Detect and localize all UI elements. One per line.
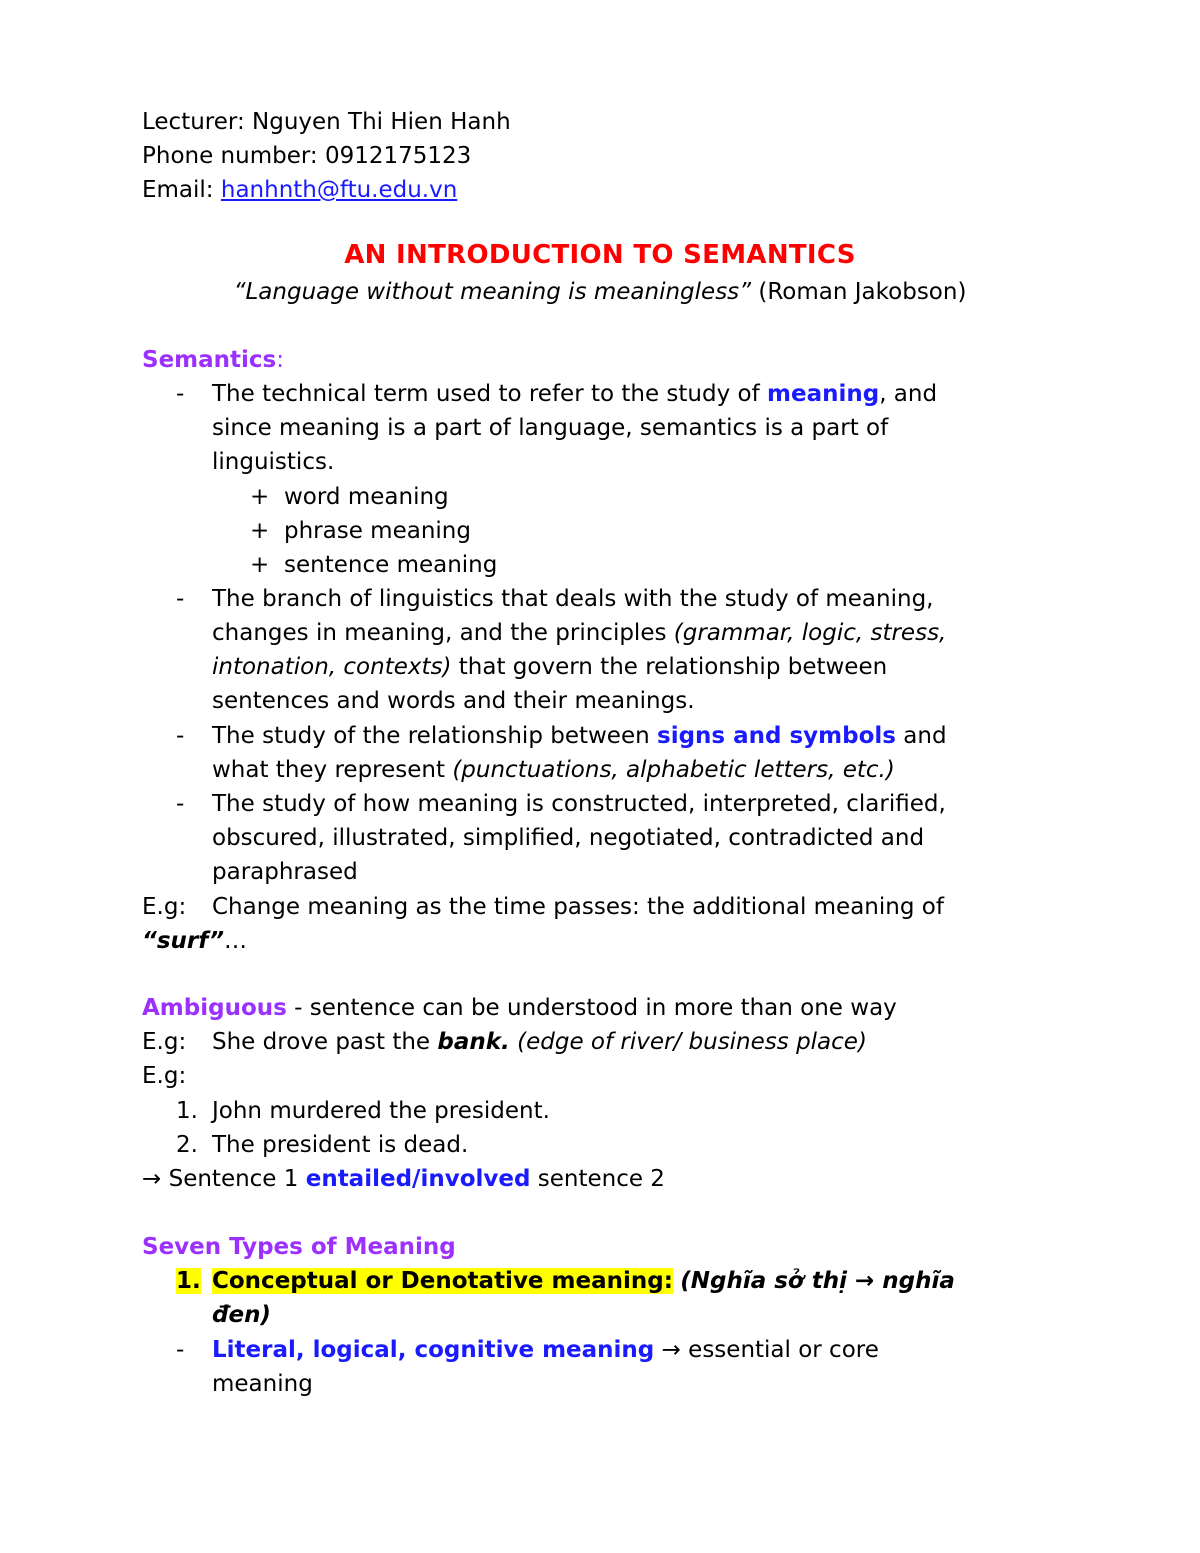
bullet-dash: -: [176, 1337, 185, 1363]
plus-marker: +: [250, 518, 270, 544]
bullet-dash: -: [176, 791, 185, 817]
bullet-dash: -: [176, 586, 185, 612]
italic-span: (edge of river/ business place): [509, 1029, 867, 1055]
text-span: The study of the relationship between: [212, 723, 657, 749]
example-label: E.g:: [142, 1029, 187, 1055]
semantics-heading-text: Semantics: [142, 347, 277, 373]
example-word-bank: bank.: [437, 1029, 510, 1055]
italic-span: intonation, contexts): [212, 654, 452, 680]
example-text: Change meaning as the time passes: the additional meaning of: [212, 894, 944, 920]
semantics-bullet-1-line-1: [212, 377, 937, 411]
lecturer-line: [142, 105, 511, 139]
list-number: [176, 1264, 201, 1298]
numbered-item-1: John murdered the president.: [212, 1098, 550, 1124]
list-number: 1.: [176, 1098, 198, 1124]
text-span: She drove past the: [212, 1029, 438, 1055]
semantics-bullet-4-line-3: paraphrased: [212, 859, 358, 885]
text-span: that govern the relationship between: [451, 654, 888, 680]
plus-marker: +: [250, 552, 270, 578]
sub-item-phrase-meaning: phrase meaning: [284, 518, 471, 544]
vietnamese-gloss: đen): [212, 1302, 271, 1328]
document-title: AN INTRODUCTION TO SEMANTICS: [344, 240, 856, 270]
keyword-signs-and-symbols: signs and symbols: [657, 723, 896, 749]
semantics-bullet-3-line-2: [212, 753, 895, 787]
phone-label: Phone number:: [142, 143, 318, 169]
epigraph-quote: “Language without meaning is meaningless”: [233, 279, 752, 305]
arrow-icon: →: [142, 1166, 162, 1192]
semantics-bullet-1-line-2: since meaning is a part of language, semantics is a part of: [212, 415, 889, 441]
semantics-example-line-2: [142, 924, 247, 958]
keyword-meaning: meaning: [767, 381, 880, 407]
epigraph-author: (Roman Jakobson): [758, 279, 967, 305]
text-span: Sentence 1: [161, 1166, 306, 1192]
lecturer-name: Nguyen Thi Hien Hanh: [252, 109, 511, 135]
bullet-dash: -: [176, 381, 185, 407]
italic-span: (punctuations, alphabetic letters, etc.): [452, 757, 895, 783]
text-span: essential or core: [688, 1337, 879, 1363]
highlighted-title: Conceptual or Denotative meaning:: [212, 1268, 673, 1294]
seven-types-bullet-line-1: [212, 1333, 879, 1367]
keyword-literal: Literal, logical, cognitive meaning: [212, 1337, 655, 1363]
seven-types-item-1-line-2: [212, 1298, 271, 1332]
list-number: 2.: [176, 1132, 198, 1158]
text-span: and: [895, 723, 947, 749]
text-span: sentence 2: [530, 1166, 665, 1192]
semantics-heading-colon: :: [276, 347, 284, 373]
seven-types-heading: [142, 1230, 456, 1264]
phone-value: 0912175123: [324, 143, 472, 169]
semantics-bullet-2-line-2: [212, 616, 946, 650]
ambiguous-example-2-label: E.g:: [142, 1063, 187, 1089]
semantics-bullet-1-line-3: linguistics.: [212, 449, 335, 475]
semantics-bullet-4-line-2: obscured, illustrated, simplified, negotiated, contradicted and: [212, 825, 925, 851]
phone-line: [142, 139, 471, 173]
semantics-bullet-4-line-1: The study of how meaning is constructed, interpreted, clarified,: [212, 791, 946, 817]
text-span: …: [224, 928, 248, 954]
seven-types-bullet-line-2: meaning: [212, 1371, 313, 1397]
ambiguous-conclusion: [142, 1162, 665, 1196]
bullet-dash: -: [176, 723, 185, 749]
email-link[interactable]: hanhnth@ftu.edu.vn: [220, 177, 458, 203]
seven-types-heading-text: Seven Types of Meaning: [142, 1234, 456, 1260]
email-label: Email:: [142, 177, 214, 203]
lecturer-label: Lecturer:: [142, 109, 245, 135]
text-span: , and: [879, 381, 938, 407]
email-line: [142, 173, 457, 207]
plus-marker: +: [250, 484, 270, 510]
ambiguous-definition: [142, 991, 897, 1025]
semantics-bullet-2-line-1: The branch of linguistics that deals with the study of meaning,: [212, 586, 934, 612]
text-span: - sentence can be understood in more than one way: [286, 995, 897, 1021]
seven-types-item-1-line-1: [212, 1264, 955, 1298]
semantics-bullet-2-line-4: sentences and words and their meanings.: [212, 688, 695, 714]
example-label: E.g:: [142, 894, 187, 920]
semantics-example-line-1: [142, 890, 944, 924]
text-span: changes in meaning, and the principles: [212, 620, 674, 646]
number-span: 1.: [176, 1268, 201, 1294]
vietnamese-gloss: (Nghĩa sở thị → nghĩa: [680, 1268, 955, 1294]
text-span: what they represent: [212, 757, 453, 783]
semantics-bullet-2-line-3: [212, 650, 887, 684]
ambiguous-example-1: [142, 1025, 867, 1059]
example-word-surf: “surf”: [142, 928, 225, 954]
arrow-icon: →: [654, 1337, 689, 1363]
italic-span: (grammar, logic, stress,: [673, 620, 947, 646]
keyword-entailed: entailed/involved: [305, 1166, 531, 1192]
numbered-item-2: The president is dead.: [212, 1132, 469, 1158]
semantics-bullet-3-line-1: [212, 719, 947, 753]
text-span: The technical term used to refer to the study of: [212, 381, 767, 407]
ambiguous-heading: Ambiguous: [142, 995, 287, 1021]
semantics-heading: [142, 343, 284, 377]
sub-item-word-meaning: word meaning: [284, 484, 449, 510]
epigraph: [0, 275, 1200, 309]
sub-item-sentence-meaning: sentence meaning: [284, 552, 498, 578]
